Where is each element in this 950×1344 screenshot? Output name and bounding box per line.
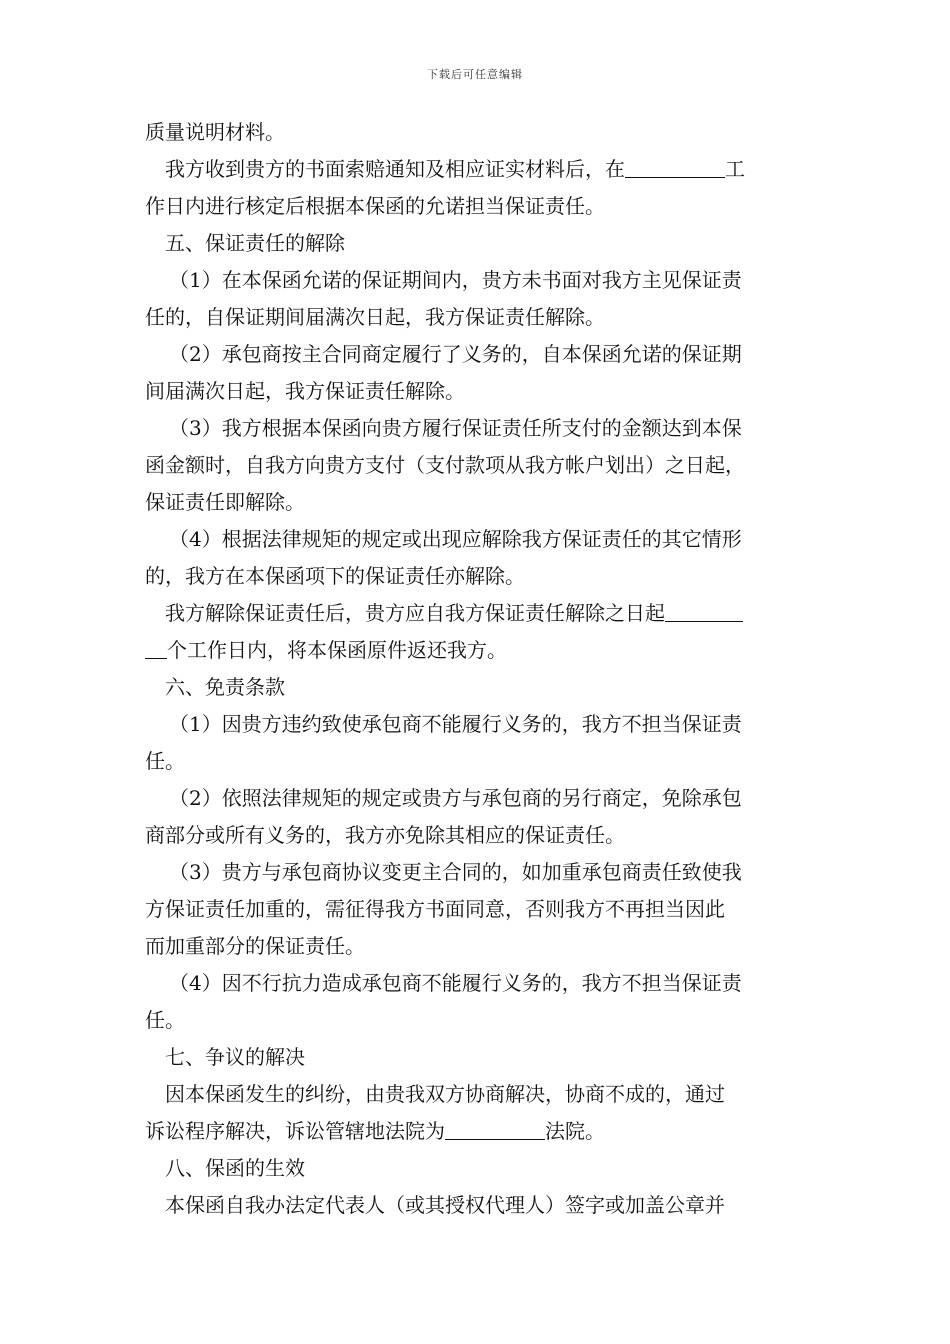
section-heading: 七、争议的解决 [165,1045,305,1069]
text-line: 商部分或所有义务的，我方亦免除其相应的保证责任。 [145,823,625,847]
text-line [145,595,813,632]
text-segment: 法院。 [545,1119,605,1143]
text-line: 任。 [145,749,185,773]
text-line: 质量说明材料。 [145,120,285,144]
text-line: 任的，自保证期间届满次日起，我方保证责任解除。 [145,305,605,329]
text-line: 保证责任即解除。 [145,490,305,514]
section-heading: 五、保证责任的解除 [165,231,345,255]
text-line: （1）在本保函允诺的保证期间内，贵方未书面对我方主见保证责 [169,268,742,292]
text-line: 因本保函发生的纠纷，由贵我双方协商解决，协商不成的，通过 [165,1082,725,1106]
text-line: （3）我方根据本保函向贵方履行保证责任所支付的金额达到本保 [169,416,742,440]
section-heading: 六、免责条款 [165,675,285,699]
fill-in-blank[interactable] [625,155,725,178]
text-line: 任。 [145,1008,185,1032]
text-line [145,151,813,188]
text-line: （1）因贵方违约致使承包商不能履行义务的，我方不担当保证责 [169,712,742,736]
text-line: （2）依照法律规矩的规定或贵方与承包商的另行商定，免除承包 [169,786,742,810]
page-header: 下载后可任意编辑 [427,68,523,81]
text-line: （2）承包商按主合同商定履行了义务的，自本保函允诺的保证期 [169,342,742,366]
text-line: 作日内进行核定后根据本保函的允诺担当保证责任。 [145,194,605,218]
text-line: 而加重部分的保证责任。 [145,934,365,958]
fill-in-blank[interactable] [445,1117,545,1140]
text-line [145,632,813,669]
fill-in-blank[interactable] [665,599,743,622]
document-body [145,114,813,1224]
text-line: 间届满次日起，我方保证责任解除。 [145,379,465,403]
text-segment: 诉讼程序解决，诉讼管辖地法院为 [145,1119,445,1143]
text-line: 方保证责任加重的，需征得我方书面同意，否则我方不再担当因此 [145,897,725,921]
text-line: 函金额时，自我方向贵方支付（支付款项从我方帐户划出）之日起， [145,453,745,477]
fill-in-blank[interactable] [145,636,167,659]
text-line [145,1113,813,1150]
text-segment: 工 [725,157,745,181]
text-line: 本保函自我办法定代表人（或其授权代理人）签字或加盖公章并 [165,1193,725,1217]
section-heading: 八、保函的生效 [165,1156,305,1180]
text-line: 的，我方在本保函项下的保证责任亦解除。 [145,564,525,588]
text-segment: 我方解除保证责任后，贵方应自我方保证责任解除之日起 [165,601,665,625]
text-line: （3）贵方与承包商协议变更主合同的，如加重承包商责任致使我 [169,860,742,884]
text-line: （4）因不行抗力造成承包商不能履行义务的，我方不担当保证责 [169,971,742,995]
text-segment: 我方收到贵方的书面索赔通知及相应证实材料后，在 [165,157,625,181]
text-segment: 个工作日内，将本保函原件返还我方。 [167,638,507,662]
text-line: （4）根据法律规矩的规定或出现应解除我方保证责任的其它情形 [169,527,742,551]
